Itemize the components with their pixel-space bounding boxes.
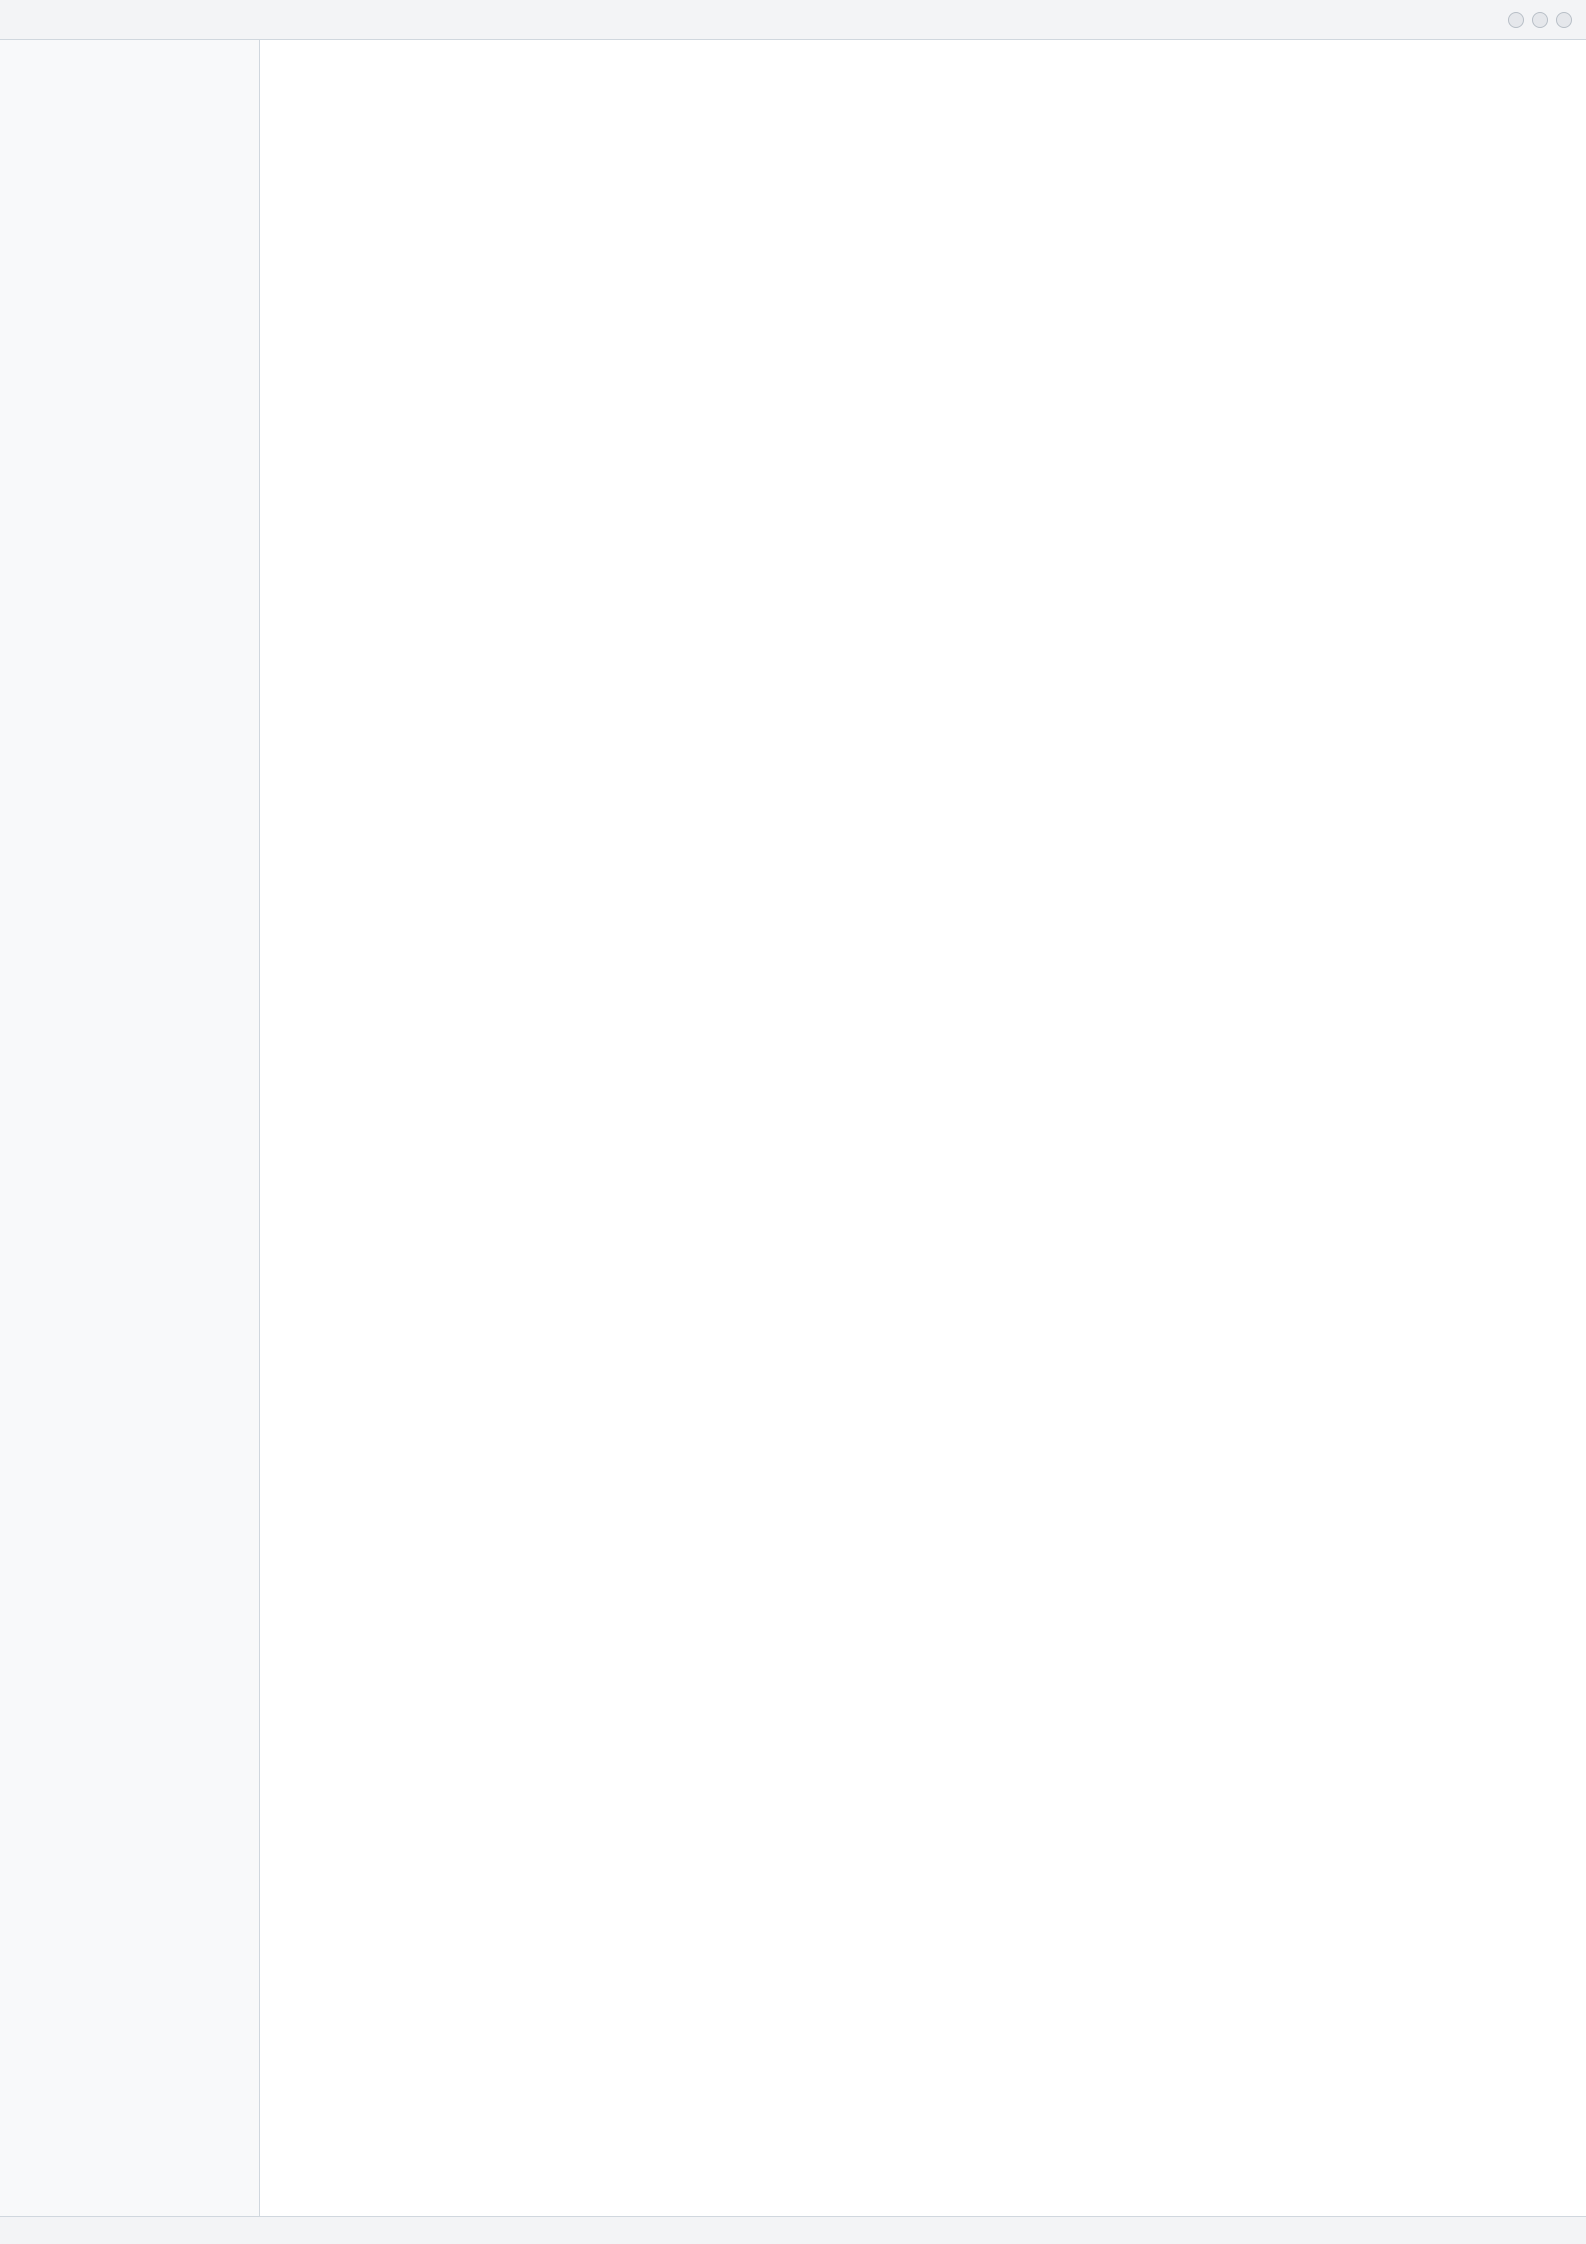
status-bar [0,2216,1586,2244]
window-controls [1508,12,1572,28]
body-area [0,40,1586,2216]
main-content [260,40,1586,2216]
window-control-1[interactable] [1508,12,1524,28]
window-control-3[interactable] [1556,12,1572,28]
page-heading [284,60,1562,88]
sidebar [0,40,260,2216]
window-control-2[interactable] [1532,12,1548,28]
title-bar [0,0,1586,40]
